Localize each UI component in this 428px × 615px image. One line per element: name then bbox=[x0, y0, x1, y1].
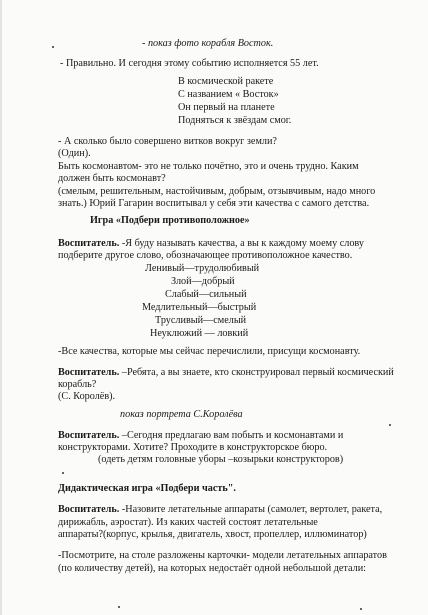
text-line: аппараты?(корпус, крылья, двигатель, хвост, пропеллер, иллюминатор) bbox=[58, 529, 367, 540]
speaker-text: -Назовите летательные аппараты (самолет, вертолет, ракета, bbox=[119, 504, 383, 515]
text-line: корабль? bbox=[58, 379, 97, 390]
opposite-pair: Ленивый—трудолюбивый bbox=[145, 263, 260, 274]
text-line: показ портрета С.Королёва bbox=[120, 409, 243, 420]
text-line: (одеть детям головные уборы –козырьки конструкторов) bbox=[98, 454, 344, 465]
poem-line: Он первый на планете bbox=[178, 102, 275, 113]
speaker-label: Воспитатель. bbox=[58, 430, 120, 441]
scan-speck bbox=[118, 606, 120, 608]
text-line: конструкторами. Хотите? Проходите в конструкторское бюро. bbox=[58, 442, 328, 453]
text-line: - Правильно. И сегодня этому событию исполняется 55 лет. bbox=[60, 58, 319, 69]
scan-edge bbox=[0, 0, 2, 615]
text-line: (Один). bbox=[58, 148, 91, 159]
text-line: должен быть космонавт? bbox=[58, 173, 166, 184]
text-line bbox=[58, 504, 382, 516]
text-line: - показ фото корабля Восток. bbox=[142, 38, 274, 49]
opposite-pair: Слабый—сильный bbox=[165, 289, 247, 300]
text-line bbox=[58, 430, 343, 442]
text-line: (С. Королёв). bbox=[58, 391, 116, 402]
section-heading: Игра «Подбери противоположное» bbox=[90, 215, 250, 226]
opposite-pair: Медлительный—быстрый bbox=[142, 302, 257, 313]
text-line: дирижабль, аэростат). Из каких частей состоят летательные bbox=[58, 517, 318, 528]
opposite-pair: Неуклюжий — ловкий bbox=[150, 328, 249, 339]
speaker-label: Воспитатель. bbox=[58, 504, 120, 515]
opposite-pair: Злой—добрый bbox=[171, 276, 235, 287]
section-heading: Дидактическая игра «Подбери часть". bbox=[58, 483, 236, 494]
text-line: (смелым, решительным, настойчивым, добрым, отзывчивым, надо много bbox=[58, 186, 376, 197]
scan-speck bbox=[360, 608, 362, 610]
text-line: - А сколько было совершено витков вокруг земли? bbox=[58, 136, 277, 147]
text-line: -Посмотрите, на столе разложены карточки- модели летательных аппаратов bbox=[58, 550, 387, 561]
text-line: знать.) Юрий Гагарин воспитывал у себя эти качества с самого детства. bbox=[58, 198, 370, 209]
text-line: Быть космонавтом- это не только почётно, это и очень трудно. Каким bbox=[58, 161, 359, 172]
speaker-label: Воспитатель. bbox=[58, 367, 120, 378]
speaker-text: –Ребята, а вы знаете, кто сконструировал первый космический bbox=[119, 367, 394, 378]
speaker-label: Воспитатель. bbox=[58, 238, 120, 249]
text-line bbox=[58, 367, 394, 379]
poem-line: Подняться к звёздам смог. bbox=[178, 115, 292, 126]
scan-speck bbox=[62, 472, 64, 474]
speaker-text: -Я буду называть качества, а вы к каждому моему слову bbox=[119, 238, 364, 249]
scan-speck bbox=[389, 424, 391, 426]
text-line: подберите другое слово, обозначающее противоположное качество. bbox=[58, 250, 353, 261]
text-line: -Все качества, которые мы сейчас перечислили, присущи космонавту. bbox=[58, 346, 361, 357]
poem-line: С названием « Восток» bbox=[178, 89, 279, 100]
poem-line: В космической ракете bbox=[178, 76, 274, 87]
text-line bbox=[58, 238, 364, 250]
text-line: (по количеству детей), на которых недостаёт одной небольшой детали: bbox=[58, 563, 366, 574]
speaker-text: –Сегодня предлагаю вам побыть и космонавтами и bbox=[119, 430, 344, 441]
scan-speck bbox=[52, 46, 54, 48]
opposite-pair: Трусливый—смелый bbox=[155, 315, 247, 326]
